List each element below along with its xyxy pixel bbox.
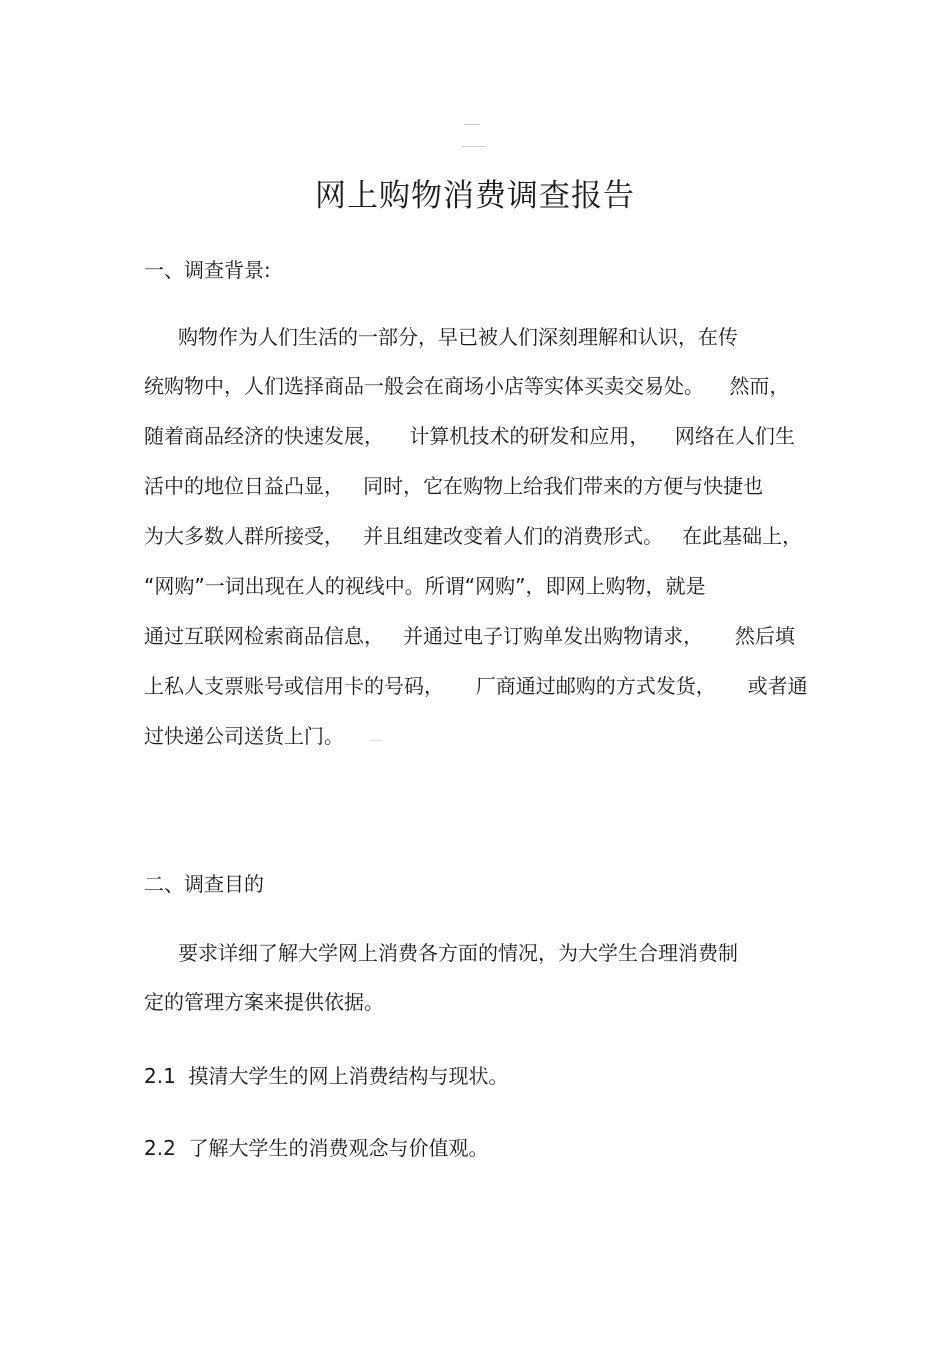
header-marks bbox=[460, 120, 490, 150]
paragraph-line: 要求详细了解大学网上消费各方面的情况，为大学生合理消费制 bbox=[178, 941, 738, 965]
section-heading-background: 一、调查背景: bbox=[144, 258, 271, 282]
paragraph-line: 为大多数人群所接受， 并且组建改变着人们的消费形式。 在此基础上， bbox=[144, 524, 803, 548]
document-title: 网上购物消费调查报告 bbox=[315, 178, 635, 214]
header-mark-line bbox=[464, 124, 480, 125]
faint-mark bbox=[370, 740, 382, 741]
list-item: 2.2 了解大学生的消费观念与价值观。 bbox=[144, 1136, 489, 1160]
paragraph-line: 统购物中，人们选择商品一般会在商场小店等实体买卖交易处。 然而， bbox=[144, 374, 790, 398]
paragraph-line: “网购”一词出现在人的视线中。所谓“网购”，即网上购物，就是 bbox=[144, 574, 706, 598]
paragraph-line: 定的管理方案来提供依据。 bbox=[144, 990, 384, 1014]
header-mark-line bbox=[462, 146, 486, 147]
paragraph-line: 上私人支票账号或信用卡的号码， 厂商通过邮购的方式发货， 或者通 bbox=[144, 674, 808, 698]
paragraph-line: 过快递公司送货上门。 bbox=[144, 724, 344, 748]
paragraph-line: 随着商品经济的快速发展， 计算机技术的研发和应用， 网络在人们生 bbox=[144, 424, 795, 448]
paragraph-line: 活中的地位日益凸显， 同时，它在购物上给我们带来的方便与快捷也 bbox=[144, 474, 764, 498]
section-heading-purpose: 二、调查目的 bbox=[144, 872, 264, 896]
list-item: 2.1 摸清大学生的网上消费结构与现状。 bbox=[144, 1064, 509, 1088]
paragraph-line: 通过互联网检索商品信息， 并通过电子订购单发出购物请求， 然后填 bbox=[144, 624, 795, 648]
paragraph-line: 购物作为人们生活的一部分，早已被人们深刻理解和认识，在传 bbox=[178, 325, 738, 349]
